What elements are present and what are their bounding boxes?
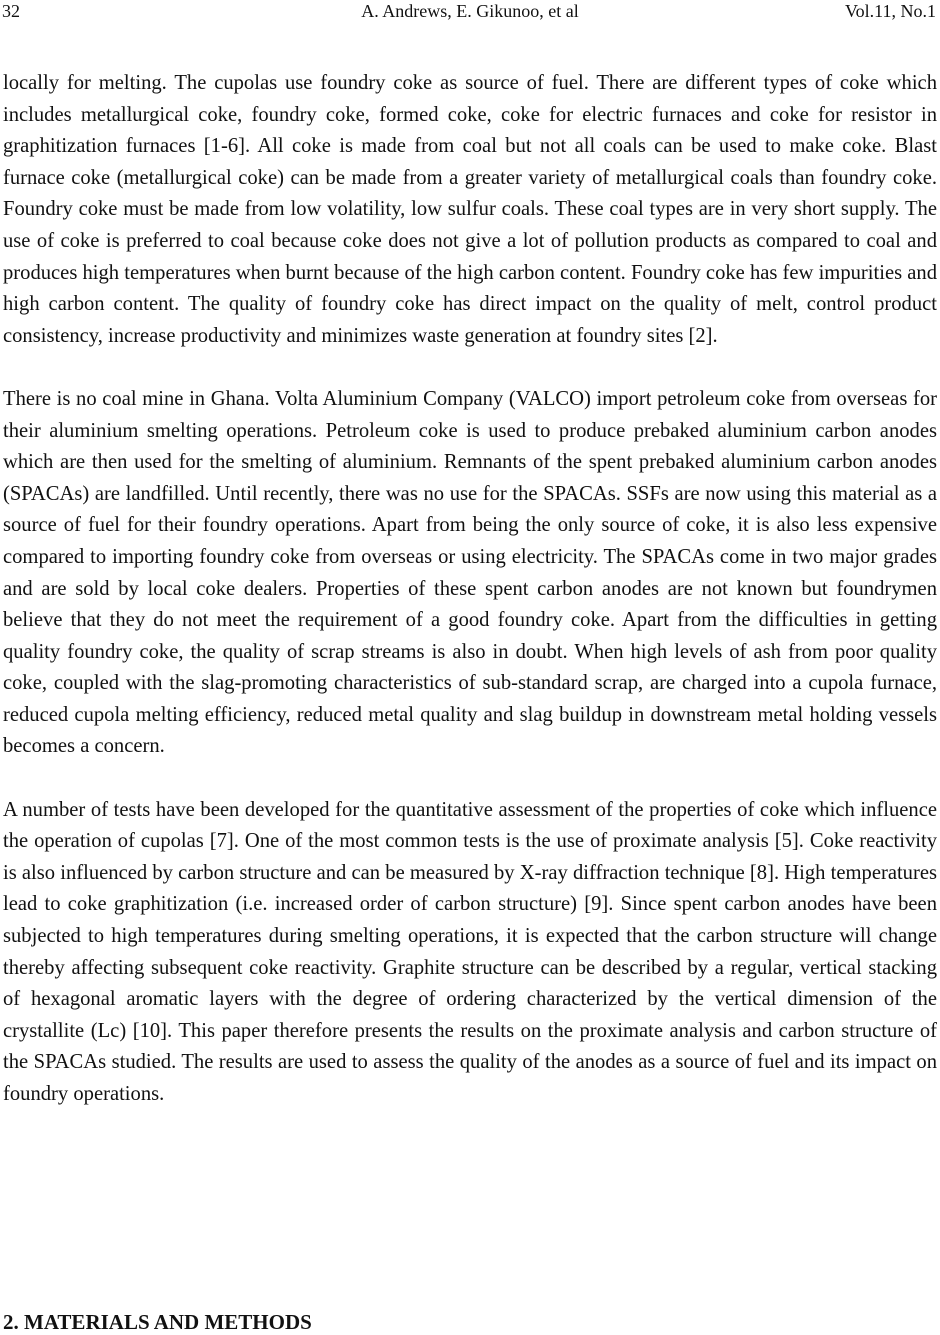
running-header-authors: A. Andrews, E. Gikunoo, et al [361,1,579,21]
running-header [0,0,940,24]
paragraph-spacer [3,763,937,795]
paragraph-ghana-spacas: There is no coal mine in Ghana. Volta Aluminium Company (VALCO) import petroleum coke from overseas for their aluminium smelting operations. Petroleum coke is used to produce prebaked aluminium carbon anodes which are then used for the smelting of aluminium. Remnants of the spent prebaked aluminium carbon anodes (SPACAs) are landfilled. Until recently, there was no use for the SPACAs. SSFs are now using this material as a source of fuel for their foundry operations. Apart from being the only source of coke, it is also less expensive compared to importing foundry coke from overseas or using electricity. The SPACAs come in two major grades and are sold by local coke dealers. Properties of these spent carbon anodes are not known but foundrymen believe that they do not meet the requirement of a good foundry coke. Apart from the difficulties in getting quality foundry coke, the quality of scrap streams is also in doubt. When high levels of ash from poor quality coke, coupled with the slag-promoting characteristics of sub-standard scrap, are charged into a cupola furnace, reduced cupola melting efficiency, reduced metal quality and slag buildup in downstream metal holding vessels becomes a concern. [3,387,937,758]
page-number: 32 [2,1,20,21]
paragraph-coke-types: locally for melting. The cupolas use foundry coke as source of fuel. There are different types of coke which includes metallurgical coke, foundry coke, formed coke, coke for electric furnaces and coke for resistor in graphitization furnaces [1-6]. All coke is made from coal but not all coals can be used to make coke. Blast furnace coke (metallurgical coke) can be made from a greater variety of metallurgical coals than foundry coke. Foundry coke must be made from low volatility, low sulfur coals. These coal types are in very short supply. The use of coke is preferred to coal because coke does not give a lot of pollution products as compared to coal and produces high temperatures when burnt because of the high carbon content. Foundry coke has few impurities and high carbon content. The quality of foundry coke has direct impact on the quality of melt, control product consistency, increase productivity and minimizes waste generation at foundry sites [2]. [3,72,937,347]
paragraph-coke-tests: A number of tests have been developed for the quantitative assessment of the properties of coke which influence the operation of cupolas [7]. One of the most common tests is the use of proximate analysis [5]. Coke reactivity is also influenced by carbon structure and can be measured by X-ray diffraction technique [8]. High temperatures lead to coke graphitization (i.e. increased order of carbon structure) [9]. Since spent carbon anodes have been subjected to high temperatures during smelting operations, it is expected that the carbon structure will change thereby affecting subsequent coke reactivity. Graphite structure can be described by a regular, vertical stacking of hexagonal aromatic layers with the degree of ordering characterized by the vertical dimension of the crystallite (Lc) [10]. This paper therefore presents the results on the proximate analysis and carbon structure of the SPACAs studied. The results are used to assess the quality of the anodes as a source of fuel and its impact on foundry operations. [3,798,937,1105]
section-heading: 2. MATERIALS AND METHODS [3,1310,312,1334]
body-text [3,68,937,1111]
running-header-volume: Vol.11, No.1 [844,1,936,21]
paragraph-spacer [3,352,937,384]
